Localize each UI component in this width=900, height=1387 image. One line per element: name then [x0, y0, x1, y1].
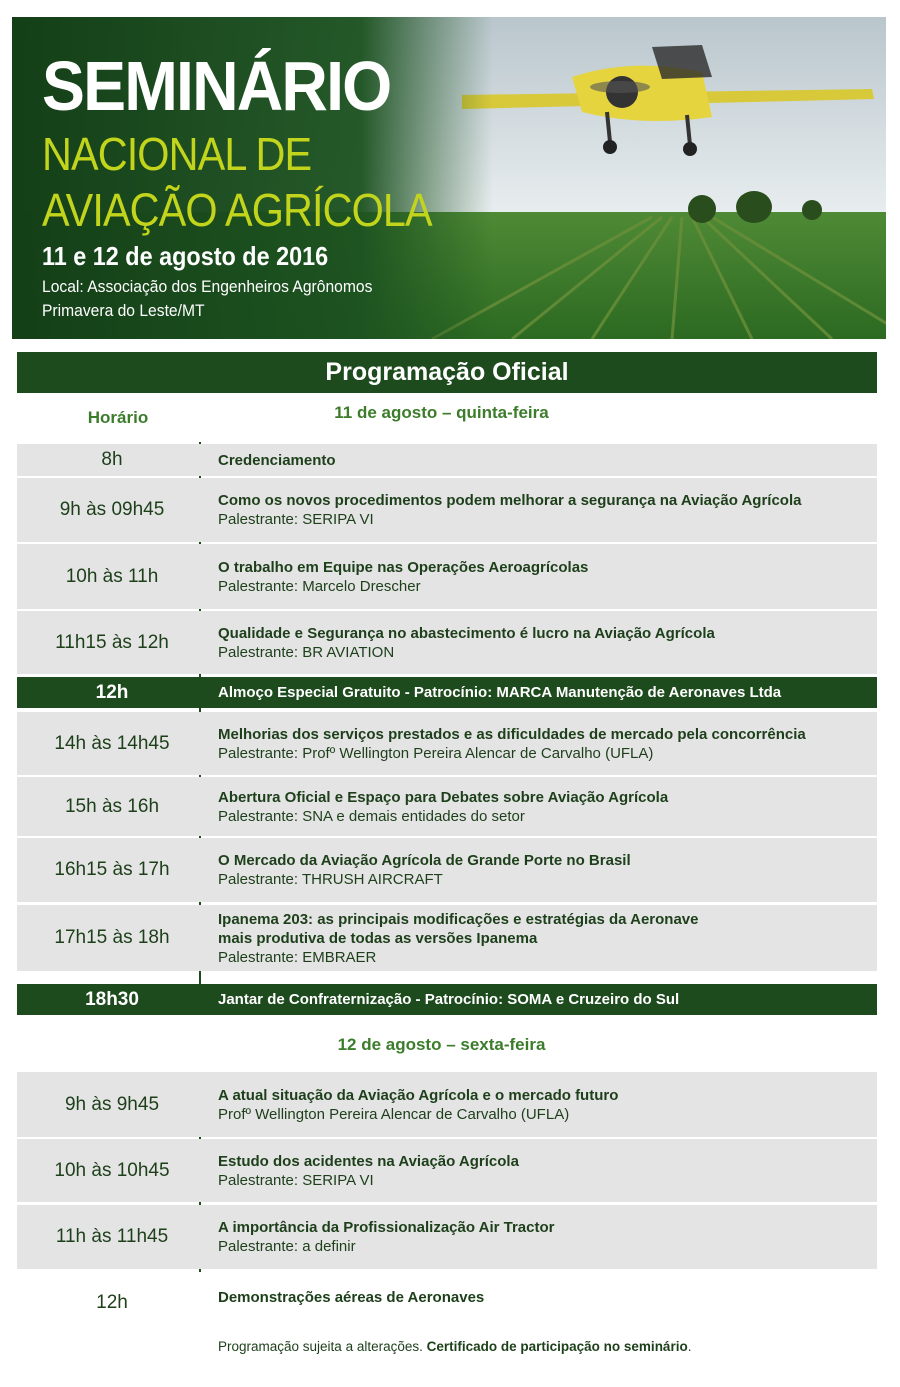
footer-certificate: Certificado de participação no seminário	[426, 1339, 688, 1354]
row-speaker: Palestrante: SERIPA VI	[218, 511, 374, 528]
row-time: 10h às 11h	[65, 565, 159, 587]
row-title: Melhorias dos serviços prestados e as dificuldades de mercado pela concorrência	[218, 725, 806, 743]
row-title: O trabalho em Equipe nas Operações Aeroagrícolas	[218, 558, 589, 576]
row-description	[218, 838, 631, 902]
row-title: Jantar de Confraternização - Patrocínio: SOMA e Cruzeiro do Sul	[218, 991, 680, 1008]
time-column-label: Horário	[87, 408, 149, 427]
event-dates: 11 e 12 de agosto de 2016	[42, 241, 329, 271]
row-title: Abertura Oficial e Espaço para Debates sobre Aviação Agrícola	[218, 788, 669, 806]
row-description	[218, 712, 806, 775]
footer-disclaimer: Programação sujeita a alterações.	[218, 1339, 427, 1354]
row-description	[218, 1205, 554, 1269]
row-time: 15h às 16h	[64, 795, 160, 817]
schedule-row	[17, 444, 877, 476]
schedule-row	[17, 777, 877, 836]
schedule-row-highlight	[17, 677, 877, 708]
schedule-row	[17, 1072, 877, 1137]
row-title: Almoço Especial Gratuito - Patrocínio: MARCA Manutenção de Aeronaves Ltda	[218, 684, 782, 701]
row-time: 9h às 09h45	[59, 499, 165, 520]
seminar-title-line3: AVIAÇÃO AGRÍCOLA	[42, 184, 432, 236]
row-time: 8h	[101, 449, 123, 470]
schedule-row	[17, 478, 877, 542]
schedule-row	[17, 905, 877, 971]
footer-period: .	[687, 1339, 692, 1354]
row-description	[218, 444, 336, 476]
row-time: 11h15 às 12h	[55, 631, 169, 653]
program-header: Programação Oficial	[17, 352, 877, 393]
location-line1: Local: Associação dos Engenheiros Agrônomos	[42, 277, 373, 296]
seminar-title-line2: NACIONAL DE	[42, 128, 312, 180]
row-speaker: Palestrante: Marcelo Drescher	[218, 577, 421, 595]
row-description	[218, 1139, 519, 1202]
row-description	[218, 544, 588, 609]
row-speaker: Palestrante: Profº Wellington Pereira Alencar de Carvalho (UFLA)	[218, 744, 654, 762]
row-speaker: Palestrante: EMBRAER	[218, 948, 377, 966]
row-speaker: Palestrante: BR AVIATION	[218, 643, 395, 661]
row-description	[218, 905, 699, 971]
schedule-row	[17, 712, 877, 775]
row-description	[218, 1072, 618, 1137]
row-title: A importância da Profissionalização Air Tractor	[218, 1219, 555, 1236]
schedule-row	[17, 838, 877, 902]
row-speaker: Palestrante: THRUSH AIRCRAFT	[218, 871, 443, 888]
schedule-row	[17, 544, 877, 609]
day1-title: 11 de agosto – quinta-feira	[334, 403, 549, 422]
row-speaker: Palestrante: SERIPA VI	[218, 1171, 374, 1189]
schedule-row	[17, 1139, 877, 1202]
row-speaker: Palestrante: a definir	[218, 1238, 356, 1255]
row-time: 12h	[96, 1292, 128, 1313]
schedule-row	[17, 1205, 877, 1269]
event-location	[42, 275, 372, 323]
row-speaker: Profº Wellington Pereira Alencar de Carvalho (UFLA)	[218, 1105, 570, 1123]
location-line2: Primavera do Leste/MT	[42, 301, 205, 320]
header-banner	[12, 17, 886, 339]
row-title: Demonstrações aéreas de Aeronaves	[218, 1289, 485, 1306]
row-title: Qualidade e Segurança no abastecimento é lucro na Aviação Agrícola	[218, 624, 715, 642]
row-title: Como os novos procedimentos podem melhorar a segurança na Aviação Agrícola	[218, 492, 802, 509]
row-description	[218, 611, 715, 674]
row-title: A atual situação da Aviação Agrícola e o mercado futuro	[218, 1086, 619, 1104]
row-time: 10h às 10h45	[54, 1159, 170, 1181]
row-description	[218, 984, 679, 1015]
row-time: 18h30	[85, 988, 139, 1010]
row-time: 14h às 14h45	[54, 732, 170, 754]
row-time: 17h15 às 18h	[54, 927, 170, 948]
row-title: Credenciamento	[218, 451, 336, 469]
row-time: 9h às 9h45	[64, 1093, 160, 1115]
row-title: Estudo dos acidentes na Aviação Agrícola	[218, 1152, 519, 1170]
row-speaker: Palestrante: SNA e demais entidades do setor	[218, 807, 525, 825]
row-description	[218, 478, 801, 542]
footer-note	[218, 1339, 691, 1354]
row-time: 12h	[95, 681, 129, 703]
row-description	[218, 677, 781, 708]
row-title-continued: mais produtiva de todas as versões Ipanema	[218, 929, 538, 947]
schedule-row	[17, 1272, 877, 1334]
day2-title: 12 de agosto – sexta-feira	[337, 1035, 546, 1054]
row-description	[218, 777, 668, 836]
schedule-row	[17, 611, 877, 674]
row-time: 16h15 às 17h	[54, 859, 170, 880]
seminar-title-line1: SEMINÁRIO	[42, 47, 391, 125]
row-title: O Mercado da Aviação Agrícola de Grande Porte no Brasil	[218, 852, 631, 869]
row-title: Ipanema 203: as principais modificações e estratégias da Aeronave	[218, 910, 699, 928]
row-time: 11h às 11h45	[55, 1226, 169, 1247]
schedule-row-highlight	[17, 984, 877, 1015]
